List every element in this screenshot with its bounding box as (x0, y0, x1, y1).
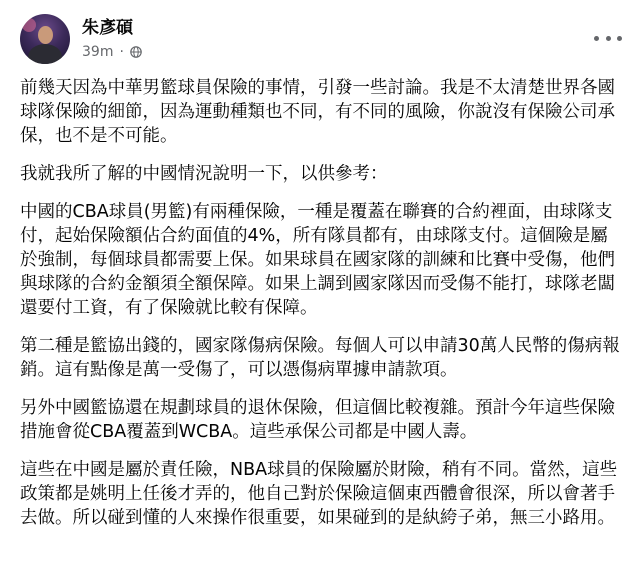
post-paragraph: 前幾天因為中華男籃球員保險的事情，引發一些討論。我是不太清楚世界各國球隊保險的細節，因為運動種類也不同，有不同的風險，你說沒有保險公司承保，也不是不可能。 (20, 78, 615, 146)
author-name[interactable]: 朱彥碩 (82, 18, 133, 38)
post-paragraph: 第二種是籃協出錢的，國家隊傷病保險。每個人可以申請30萬人民幣的傷病報銷。這有點像是萬一受傷了，可以憑傷病單據申請款項。 (20, 336, 620, 380)
post-header (20, 10, 630, 66)
avatar[interactable] (20, 14, 70, 64)
avatar-shoulders (28, 44, 62, 64)
post-paragraph: 中國的CBA球員(男籃)有兩種保險，一種是覆蓋在聯賽的合約裡面，由球隊支付，起始保險額佔合約面值的4%，所有隊員都有，由球隊支付。這個險是屬於強制，每個球員都需要上保。如果球員在國家隊的訓練和比賽中受傷，他們與球隊的合約金額須全額保障。如果上調到國家隊因而受傷不能打，球隊老闆還要付工資，有了保險就比較有保障。 (20, 202, 615, 318)
more-dot (617, 36, 622, 41)
post-time[interactable]: 39m (82, 44, 114, 60)
avatar-background-light (22, 18, 36, 32)
more-dot (606, 36, 611, 41)
more-horizontal-icon[interactable] (594, 30, 622, 46)
post-paragraph: 這些在中國是屬於責任險，NBA球員的保險屬於財險，稍有不同。當然，這些政策都是姚明上任後才弄的，他自己對於保險這個東西體會很深，所以會著手去做。所以碰到懂的人來操作很重要，如果碰到的是紈絝子弟，無三小路用。 (20, 460, 618, 528)
more-dot (594, 36, 599, 41)
meta-separator: · (119, 44, 124, 60)
avatar-head (38, 26, 53, 44)
post-meta (82, 43, 142, 61)
post-body (20, 76, 624, 544)
post-paragraph: 我就我所了解的中國情況說明一下，以供參考： (20, 164, 388, 184)
globe-icon[interactable] (130, 46, 142, 58)
post-paragraph: 另外中國籃協還在規劃球員的退休保險，但這個比較複雜。預計今年這些保險措施會從CBA覆蓋到WCBA。這些承保公司都是中國人壽。 (20, 398, 615, 442)
